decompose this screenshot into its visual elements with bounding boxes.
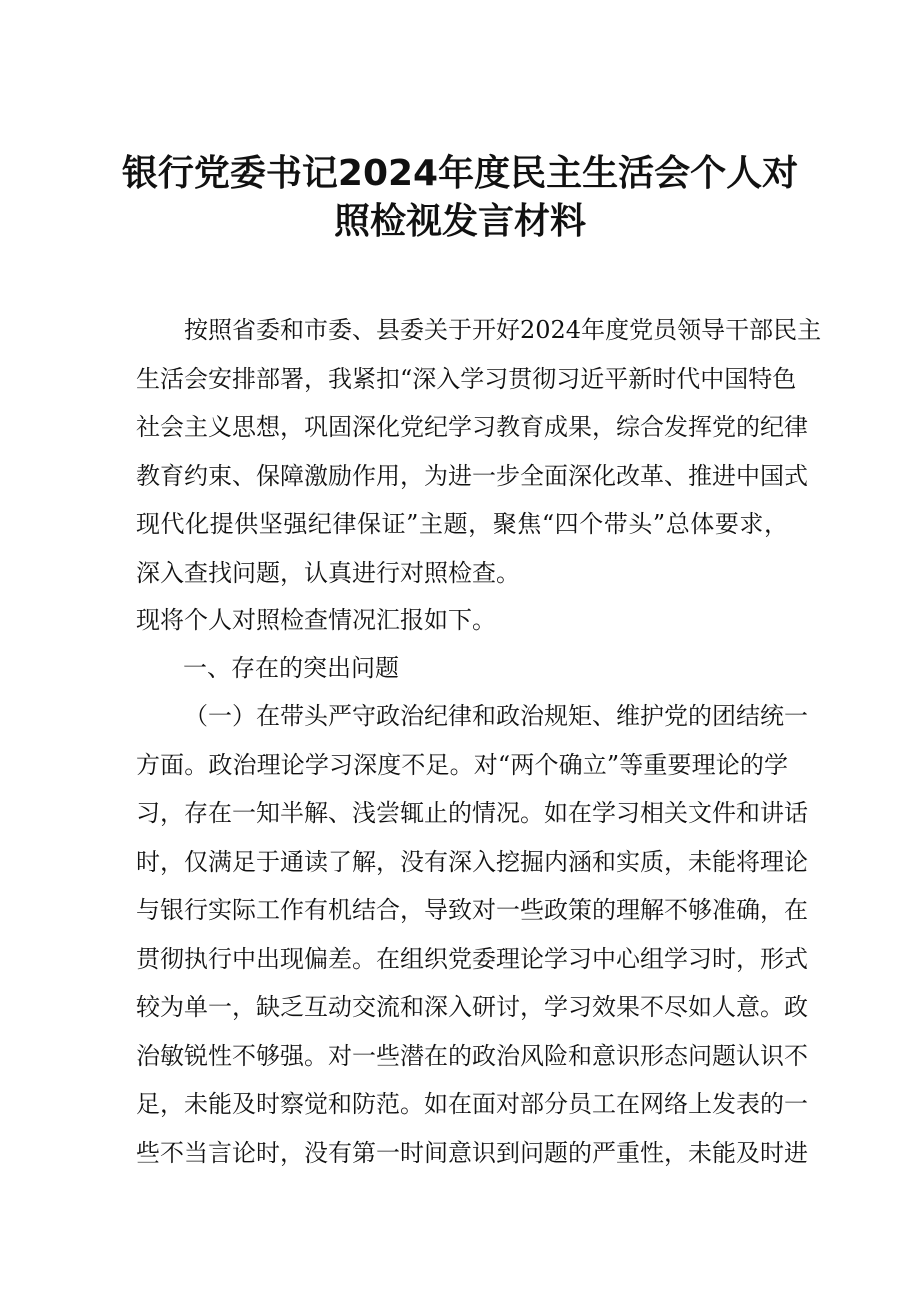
text-line: 现将个人对照检查情况汇报如下。 (136, 606, 496, 634)
text-line: 治敏锐性不够强。对一些潜在的政治风险和意识形态问题认识不 (136, 1041, 808, 1070)
title-line-2: 照检视发言材料 (333, 201, 586, 242)
text-line: 些不当言论时，没有第一时间意识到问题的严重性，未能及时进 (136, 1138, 808, 1167)
text-line: 教育约束、保障激励作用，为进一步全面深化改革、推进中国式 (136, 461, 808, 490)
text-line: 足，未能及时察觉和防范。如在面对部分员工在网络上发表的一 (136, 1090, 808, 1118)
paragraph-issues (136, 692, 808, 1177)
title-line-1: 银行党委书记2024年度民主生活会个人对 (121, 153, 799, 194)
paragraph-report (136, 596, 788, 645)
text-line: 贯彻执行中出现偏差。在组织党委理论学习中心组学习时，形式 (136, 944, 808, 973)
document-title (120, 150, 800, 246)
text-line: （一）在带头严守政治纪律和政治规矩、维护党的团结统一 (184, 702, 808, 730)
text-line: 现代化提供坚强纪律保证”主题，聚焦“四个带头”总体要求， (136, 510, 788, 538)
text-line: 社会主义思想，巩固深化党纪学习教育成果，综合发挥党的纪律 (136, 413, 808, 441)
text-line: 较为单一，缺乏互动交流和深入研讨，学习效果不尽如人意。政 (136, 993, 808, 1021)
paragraph-intro (136, 306, 822, 597)
text-line: 习，存在一知半解、浅尝辄止的情况。如在学习相关文件和讲话 (136, 799, 808, 827)
text-line: 按照省委和市委、县委关于开好2024年度党员领导干部民主 (184, 316, 822, 344)
text-line: 深入查找问题，认真进行对照检查。 (136, 558, 520, 587)
section-heading: 一、存在的突出问题 (183, 654, 399, 682)
text-line: 与银行实际工作有机结合，导致对一些政策的理解不够准确，在 (136, 896, 808, 924)
text-line: 生活会安排部署，我紧扣“深入学习贯彻习近平新时代中国特色 (136, 364, 797, 393)
text-line: 方面。政治理论学习深度不足。对“两个确立”等重要理论的学 (136, 750, 788, 779)
text-line: 时，仅满足于通读了解，没有深入挖掘内涵和实质，未能将理论 (136, 847, 808, 876)
